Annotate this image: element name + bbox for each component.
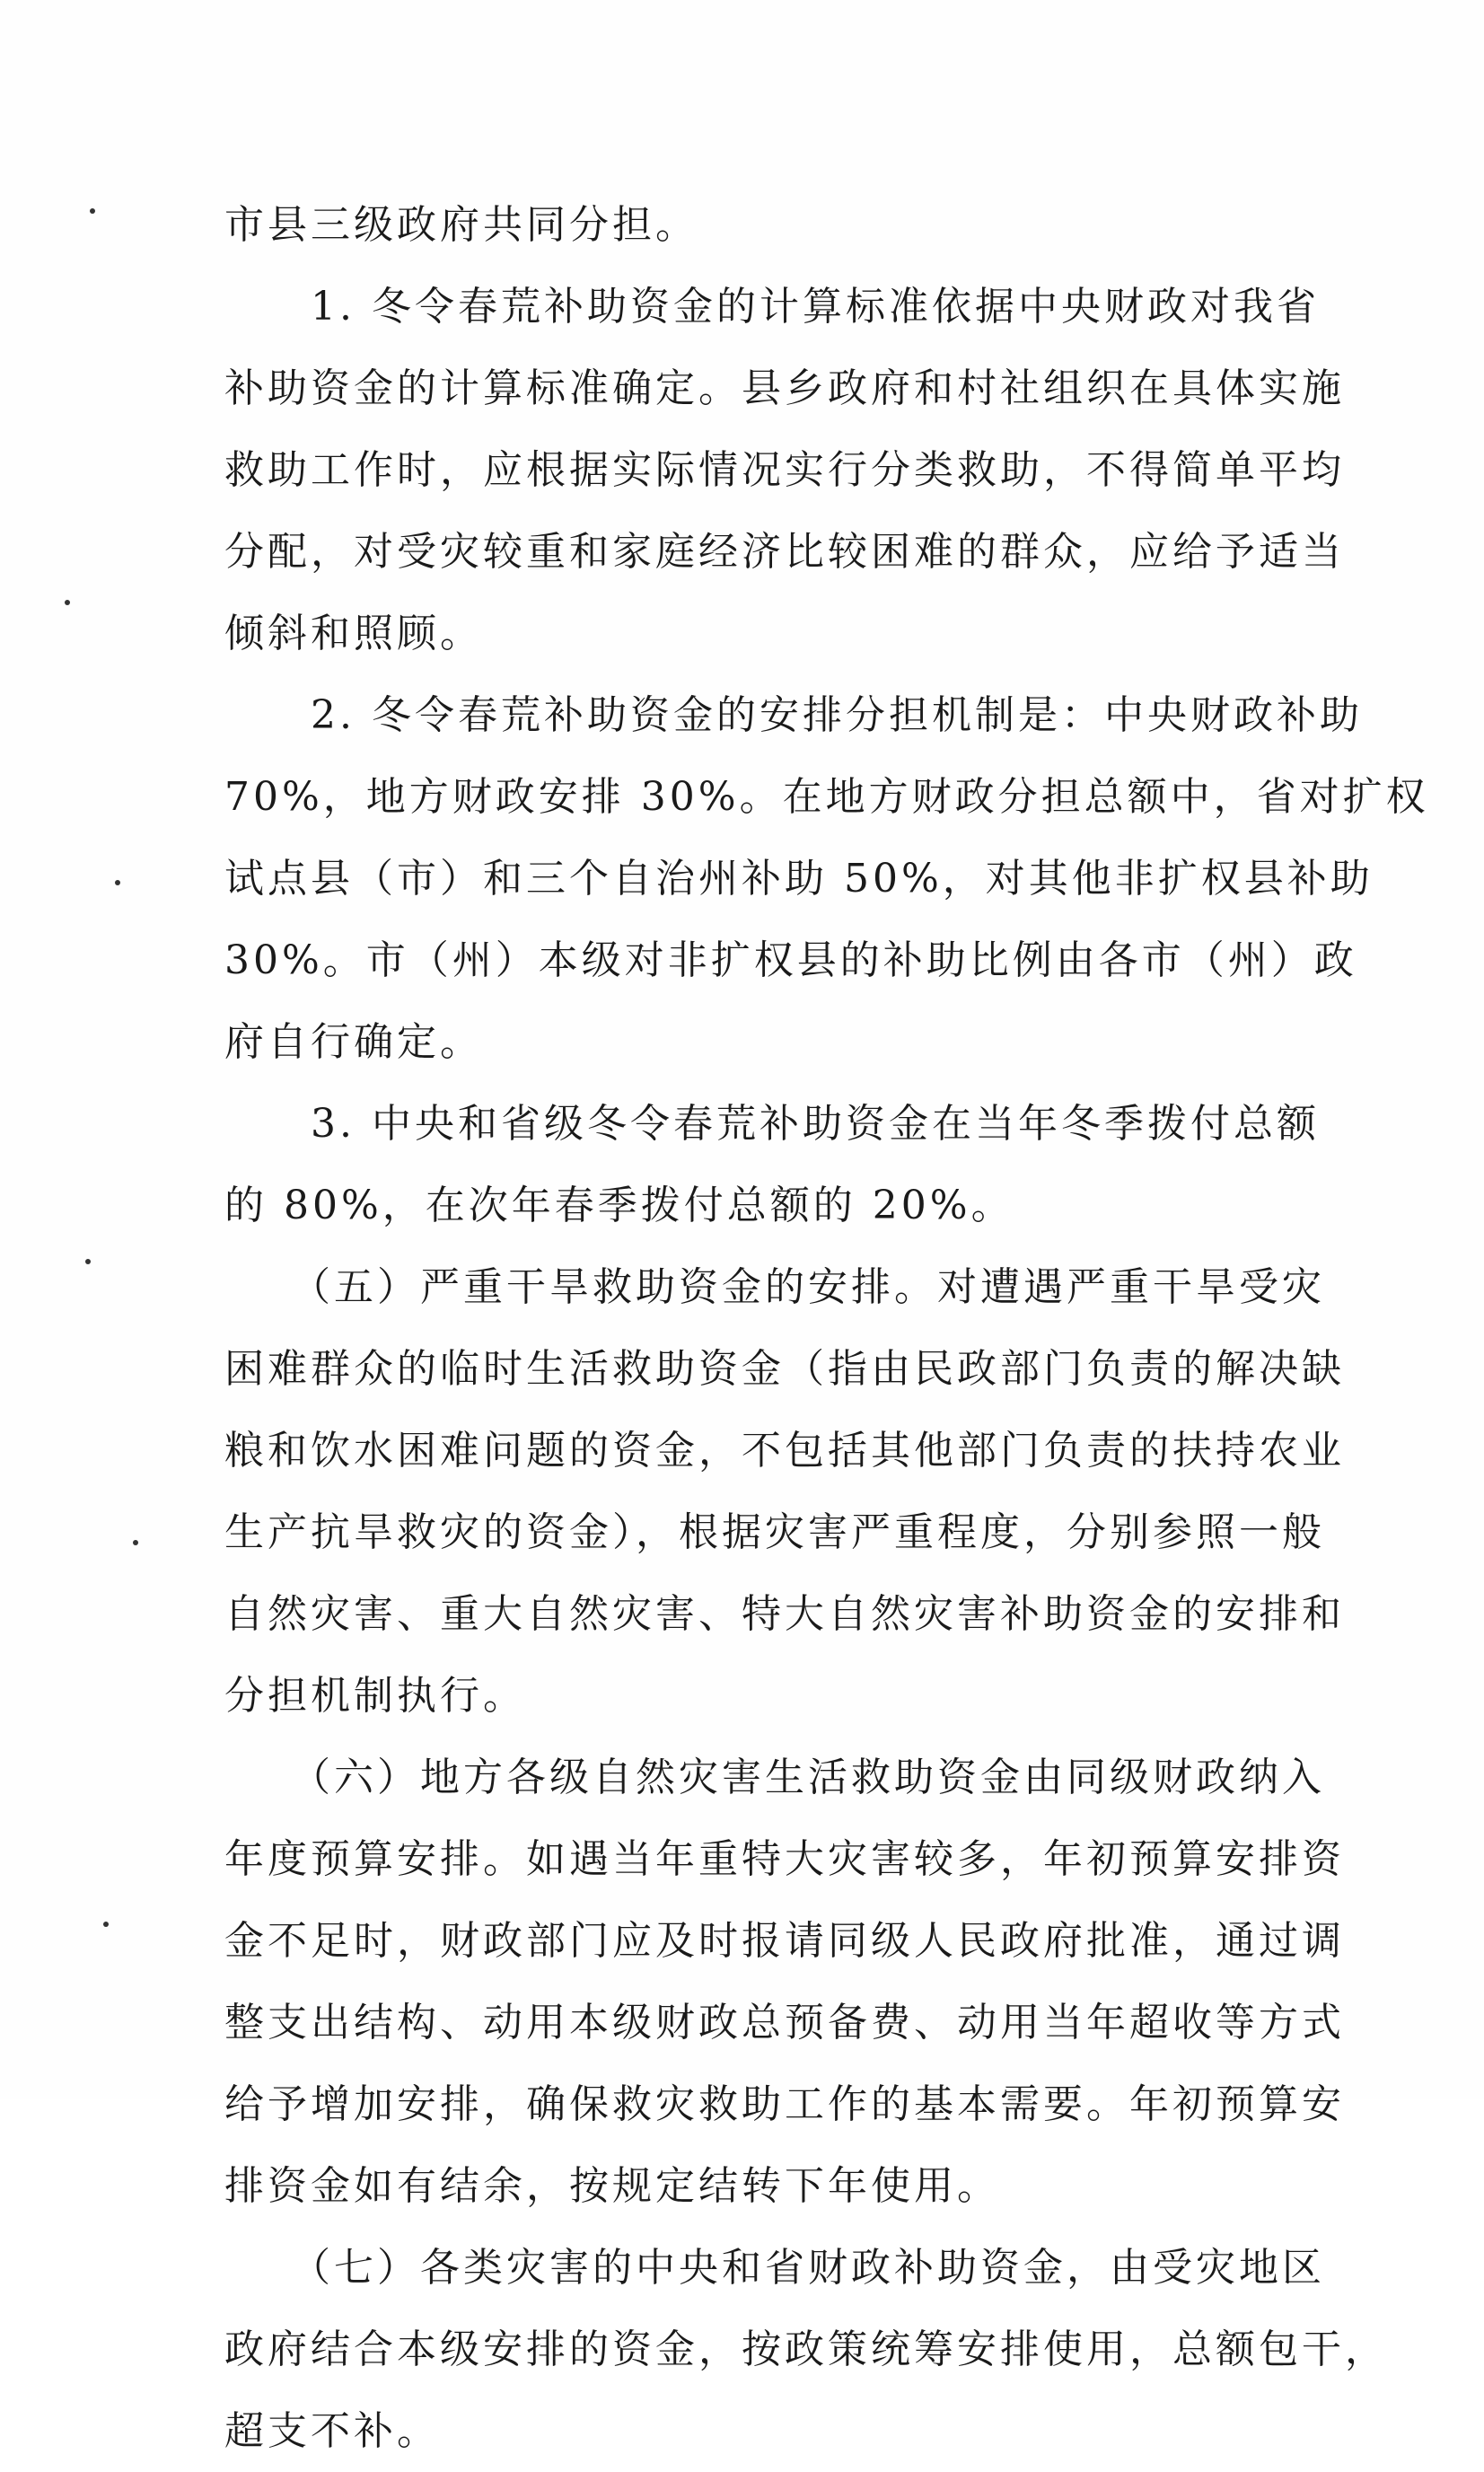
body-line: 困难群众的临时生活救助资金（指由民政部门负责的解决缺 [224,1346,1345,1392]
body-line: 1. 冬令春荒补助资金的计算标准依据中央财政对我省 [224,284,1320,330]
binding-hole-mark [90,208,95,214]
binding-hole-mark [115,880,120,885]
body-line: 政府结合本级安排的资金，按政策统筹安排使用，总额包干， [224,2327,1388,2372]
binding-hole-mark [65,600,70,605]
binding-hole-mark [133,1540,138,1545]
body-line: 市县三级政府共同分担。 [224,202,698,248]
body-line: （六）地方各级自然灾害生活救助资金由同级财政纳入 [224,1755,1325,1800]
body-line: 倾斜和照顾。 [224,611,483,656]
body-line: 生产抗旱救灾的资金），根据灾害严重程度，分别参照一般 [224,1509,1325,1555]
body-line: 给予增加安排，确保救灾救助工作的基本需要。年初预算安 [224,2081,1345,2127]
body-line: 府自行确定。 [224,1019,483,1065]
body-line: （七）各类灾害的中央和省财政补助资金，由受灾地区 [224,2245,1325,2291]
body-line: 3. 中央和省级冬令春荒补助资金在当年冬季拨付总额 [224,1101,1320,1147]
body-line: 超支不补。 [224,2408,440,2454]
body-line: 70%，地方财政安排 30%。在地方财政分担总额中，省对扩权 [224,774,1429,820]
body-line: 金不足时，财政部门应及时报请同级人民政府批准，通过调 [224,1918,1345,1964]
body-line: （五）严重干旱救助资金的安排。对遭遇严重干旱受灾 [224,1264,1325,1310]
body-line: 粮和饮水困难问题的资金，不包括其他部门负责的扶持农业 [224,1428,1345,1474]
document-body [224,184,1429,2472]
binding-hole-mark [85,1259,91,1264]
body-line: 试点县（市）和三个自治州补助 50%，对其他非扩权县补助 [224,856,1374,902]
body-line: 的 80%，在次年春季拨付总额的 20%。 [224,1183,1014,1228]
body-line: 整支出结构、动用本级财政总预备费、动用当年超收等方式 [224,2000,1345,2045]
body-line: 30%。市（州）本级对非扩权县的补助比例由各市（州）政 [224,937,1357,983]
body-line: 分配，对受灾较重和家庭经济比较困难的群众，应给予适当 [224,529,1345,575]
body-line: 排资金如有结余，按规定结转下年使用。 [224,2163,1000,2209]
body-line: 补助资金的计算标准确定。县乡政府和村社组织在具体实施 [224,365,1345,411]
body-line: 年度预算安排。如遇当年重特大灾害较多，年初预算安排资 [224,1836,1345,1882]
body-line: 2. 冬令春荒补助资金的安排分担机制是：中央财政补助 [224,692,1363,738]
binding-hole-mark [103,1922,109,1927]
body-line: 救助工作时，应根据实际情况实行分类救助，不得简单平均 [224,447,1345,493]
body-line: 分担机制执行。 [224,1673,526,1719]
body-line: 自然灾害、重大自然灾害、特大自然灾害补助资金的安排和 [224,1591,1345,1637]
